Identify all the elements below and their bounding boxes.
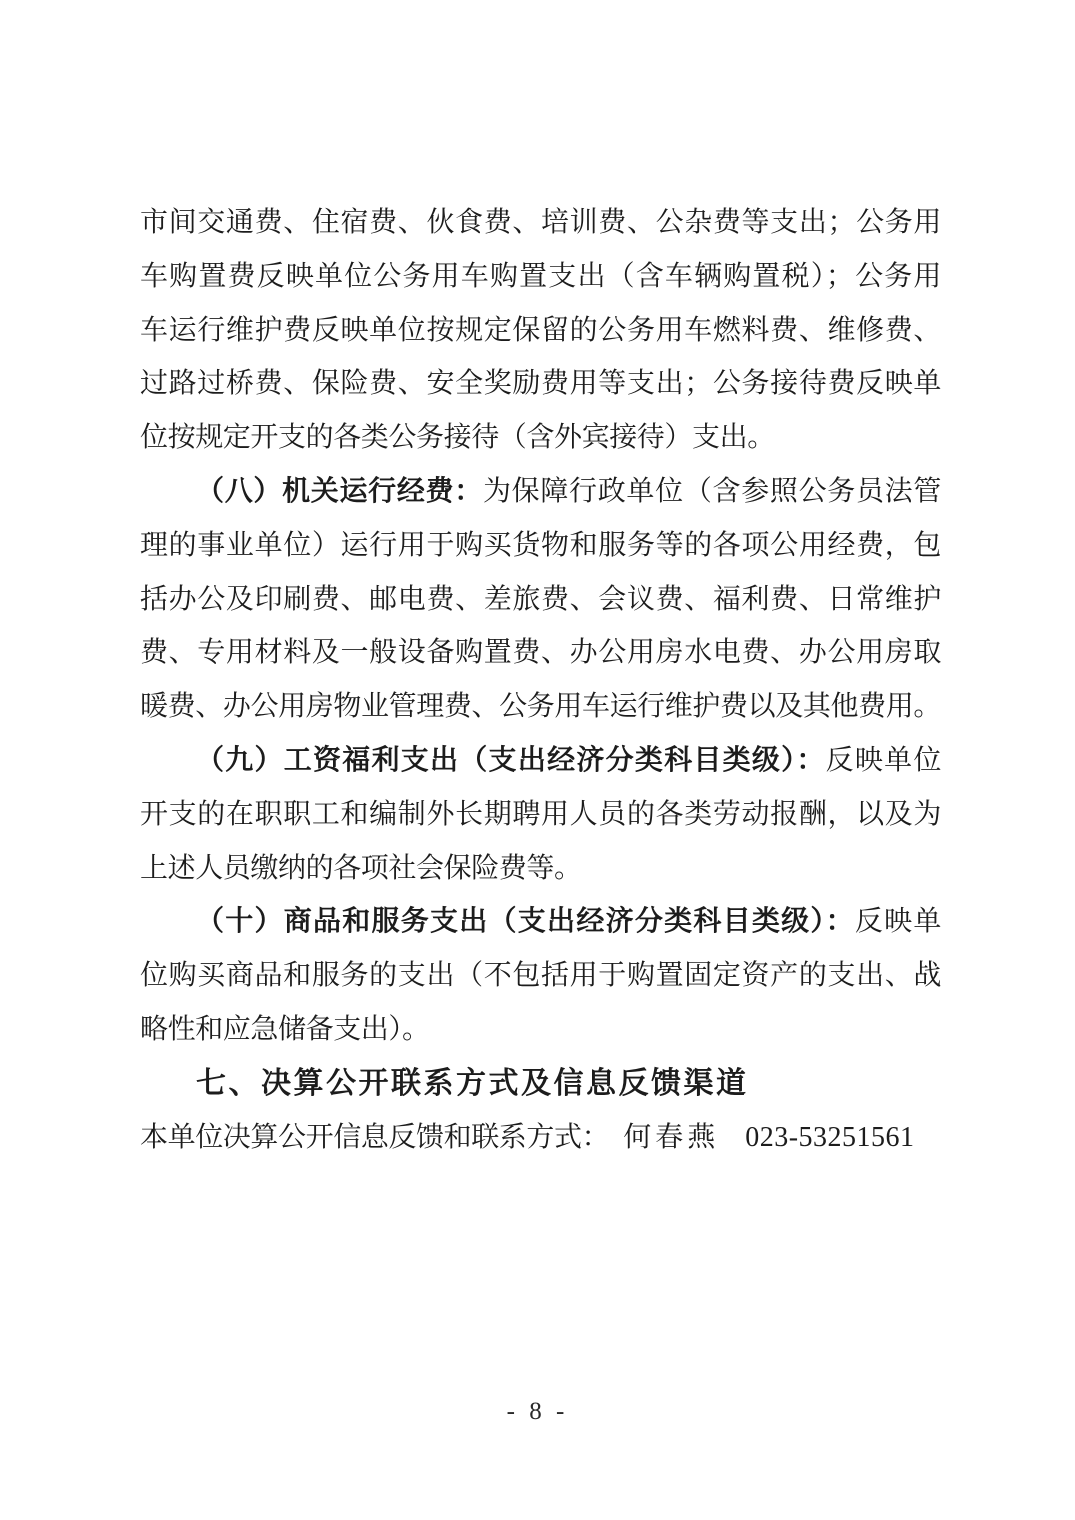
paragraph-line: 过路过桥费、保险费、安全奖励费用等支出；公务接待费反映单 [140,368,941,400]
item-10-term: （十）商品和服务支出（支出经济分类科目类级）： [196,906,855,938]
paragraph-line-item-9 [140,734,941,788]
contact-phone-number: 023-53251561 [745,1121,915,1153]
paragraph-line: 车购置费反映单位公务用车购置支出（含车辆购置税）；公务用 [140,260,941,292]
paragraph-line: 开支的在职职工和编制外长期聘用人员的各类劳动报酬，以及为 [140,798,941,830]
paragraph-line: 略性和应急储备支出）。 [140,1013,430,1045]
paragraph-line: 暖费、办公用房物业管理费、公务用车运行维护费以及其他费用。 [140,691,941,723]
page-number: - 8 - [506,1398,569,1425]
paragraph-line: 市间交通费、住宿费、伙食费、培训费、公杂费等支出；公务用 [140,207,941,238]
item-9-term: （九）工资福利支出（支出经济分类科目类级）： [196,744,826,776]
paragraph-line-item-8 [140,465,941,519]
paragraph-line: 上述人员缴纳的各项社会保险费等。 [140,852,582,884]
paragraph-line: 费、专用材料及一般设备购置费、办公用房水电费、办公用房取 [140,637,941,669]
contact-label: 本单位决算公开信息反馈和联系方式： [140,1121,610,1153]
contact-line [140,1111,941,1165]
paragraph-line: 车运行维护费反映单位按规定保留的公务用车燃料费、维修费、 [140,314,941,346]
paragraph-line: 理的事业单位）运行用于购买货物和服务等的各项公用经费，包 [140,529,941,561]
paragraph-line-item-10 [140,895,941,949]
paragraph-line: 位购买商品和服务的支出（不包括用于购置固定资产的支出、战 [140,960,941,992]
paragraph-line: 括办公及印刷费、邮电费、差旅费、会议费、福利费、日常维护 [140,583,941,615]
contact-person-name: 何春燕 [623,1121,720,1153]
item-9-definition: 反映单位 [825,744,942,776]
document-text-block [140,196,941,1164]
paragraph-line: 位按规定开支的各类公务接待（含外宾接待）支出。 [140,422,775,454]
section-heading: 七、决算公开联系方式及信息反馈渠道 [196,1066,749,1100]
item-8-definition: 为保障行政单位（含参照公务员法管 [482,475,941,507]
item-10-definition: 反映单 [854,906,941,938]
item-8-term: （八）机关运行经费： [196,475,483,507]
